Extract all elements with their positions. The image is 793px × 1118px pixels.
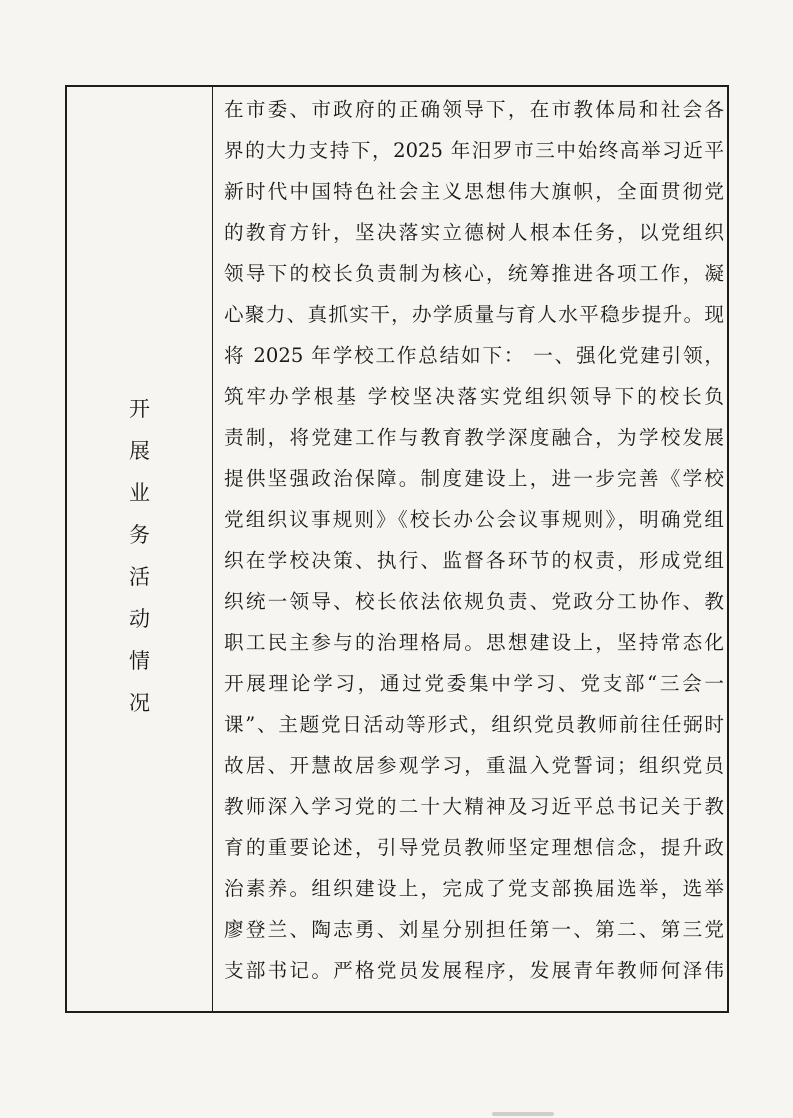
content-line: 责制，将党建工作与教育教学深度融合，为学校发展 bbox=[224, 426, 724, 449]
content-line: 领导下的校长负责制为核心，统筹推进各项工作，凝 bbox=[224, 262, 724, 285]
content-line: 的教育方针，坚决落实立德树人根本任务，以党组织 bbox=[224, 221, 724, 244]
work-summary-table bbox=[65, 85, 729, 1013]
content-line: 职工民主参与的治理格局。思想建设上，坚持常态化 bbox=[224, 631, 724, 654]
content-line: 教师深入学习党的二十大精神及习近平总书记关于教 bbox=[224, 795, 724, 818]
content-line: 党组织议事规则》《校长办公会议事规则》，明确党组 bbox=[224, 508, 724, 531]
content-line: 提供坚强政治保障。制度建设上，进一步完善《学校 bbox=[224, 467, 724, 490]
row-label-char: 活 bbox=[129, 565, 150, 589]
content-line: 织统一领导、校长依法依规负责、党政分工协作、教 bbox=[224, 590, 724, 613]
content-line: 育的重要论述，引导党员教师坚定理想信念，提升政 bbox=[224, 836, 724, 859]
content-line: 界的大力支持下，2025 年汨罗市三中始终高举习近平 bbox=[224, 139, 724, 162]
row-label-char: 况 bbox=[129, 691, 150, 715]
content-line: 将 2025 年学校工作总结如下： 一、强化党建引领， bbox=[224, 344, 724, 367]
content-line: 廖登兰、陶志勇、刘星分别担任第一、第二、第三党 bbox=[224, 918, 724, 941]
row-label-cell bbox=[67, 87, 212, 1011]
scan-artifact bbox=[492, 1112, 554, 1116]
row-label-char: 情 bbox=[129, 649, 150, 673]
row-label-char: 展 bbox=[129, 439, 150, 463]
content-line: 织在学校决策、执行、监督各环节的权责，形成党组 bbox=[224, 549, 724, 572]
content-line: 故居、开慧故居参观学习，重温入党誓词；组织党员 bbox=[224, 754, 724, 777]
row-label-char: 业 bbox=[129, 481, 150, 505]
content-line: 治素养。组织建设上，完成了党支部换届选举，选举 bbox=[224, 877, 724, 900]
content-line: 心聚力、真抓实干，办学质量与育人水平稳步提升。现 bbox=[224, 303, 724, 326]
row-label-char: 开 bbox=[129, 397, 150, 421]
content-line: 支部书记。严格党员发展程序，发展青年教师何泽伟 bbox=[224, 959, 724, 982]
content-line: 课”、主题党日活动等形式，组织党员教师前往任弼时 bbox=[224, 713, 724, 736]
content-line: 开展理论学习，通过党委集中学习、党支部“三会一 bbox=[224, 672, 724, 695]
column-divider bbox=[212, 87, 213, 1011]
row-label-char: 务 bbox=[129, 523, 150, 547]
content-line: 在市委、市政府的正确领导下，在市教体局和社会各 bbox=[224, 98, 724, 121]
content-line: 新时代中国特色社会主义思想伟大旗帜，全面贯彻党 bbox=[224, 180, 724, 203]
activity-content-cell bbox=[224, 87, 724, 1011]
row-label-char: 动 bbox=[129, 607, 150, 631]
content-line: 筑牢办学根基 学校坚决落实党组织领导下的校长负 bbox=[224, 385, 724, 408]
